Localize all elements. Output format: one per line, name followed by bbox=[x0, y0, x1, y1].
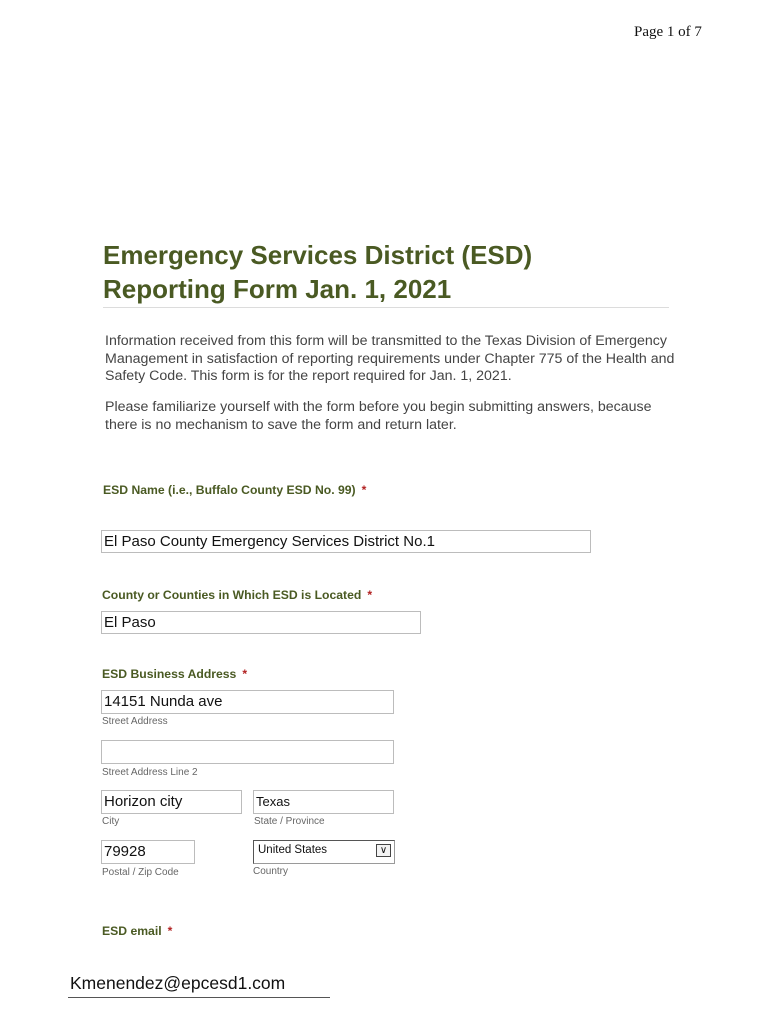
email-input[interactable]: Kmenendez@epcesd1.com bbox=[68, 972, 330, 998]
street-address-input[interactable]: 14151 Nunda ave bbox=[101, 690, 394, 714]
title-line-2: Reporting Form Jan. 1, 2021 bbox=[103, 274, 452, 304]
esd-name-label bbox=[103, 483, 366, 497]
street-address-line2-input[interactable] bbox=[101, 740, 394, 764]
city-input[interactable]: Horizon city bbox=[101, 790, 242, 814]
page-indicator: Page 1 of 7 bbox=[634, 24, 702, 40]
country-selected-value: United States bbox=[258, 844, 328, 856]
zip-input[interactable]: 79928 bbox=[101, 840, 195, 864]
street-address-line2-sublabel: Street Address Line 2 bbox=[102, 767, 198, 778]
county-label-text: County or Counties in Which ESD is Located bbox=[102, 588, 362, 602]
city-sublabel: City bbox=[102, 816, 120, 827]
zip-sublabel: Postal / Zip Code bbox=[102, 867, 179, 878]
required-asterisk: * bbox=[367, 588, 373, 602]
county-label bbox=[102, 588, 372, 602]
required-asterisk: * bbox=[167, 924, 173, 938]
country-select[interactable] bbox=[253, 840, 395, 864]
esd-name-input[interactable]: El Paso County Emergency Services District No.1 bbox=[101, 530, 591, 553]
intro-paragraph-1: Information received from this form will be transmitted to the Texas Division of Emergency Management in satisfaction of reporting requirements under Chapter 775 of the Health and Safety Code. This form is for the report required for Jan. 1, 2021. bbox=[105, 333, 675, 384]
country-sublabel: Country bbox=[253, 866, 289, 877]
state-sublabel: State / Province bbox=[254, 816, 325, 827]
required-asterisk: * bbox=[361, 483, 367, 497]
form-title bbox=[103, 238, 669, 308]
email-label bbox=[102, 924, 172, 938]
street-address-sublabel: Street Address bbox=[102, 716, 168, 727]
required-asterisk: * bbox=[242, 667, 248, 681]
address-label bbox=[102, 667, 247, 681]
county-input[interactable]: El Paso bbox=[101, 611, 421, 634]
email-label-text: ESD email bbox=[102, 924, 162, 938]
address-label-text: ESD Business Address bbox=[102, 667, 237, 681]
esd-name-label-text: ESD Name (i.e., Buffalo County ESD No. 99) bbox=[103, 483, 356, 497]
state-input[interactable]: Texas bbox=[253, 790, 394, 814]
chevron-down-icon[interactable]: ∨ bbox=[376, 844, 391, 857]
intro-paragraph-2: Please familiarize yourself with the form before you begin submitting answers, because there is no mechanism to save the form and return later. bbox=[105, 399, 652, 433]
title-line-1: Emergency Services District (ESD) bbox=[103, 240, 533, 270]
